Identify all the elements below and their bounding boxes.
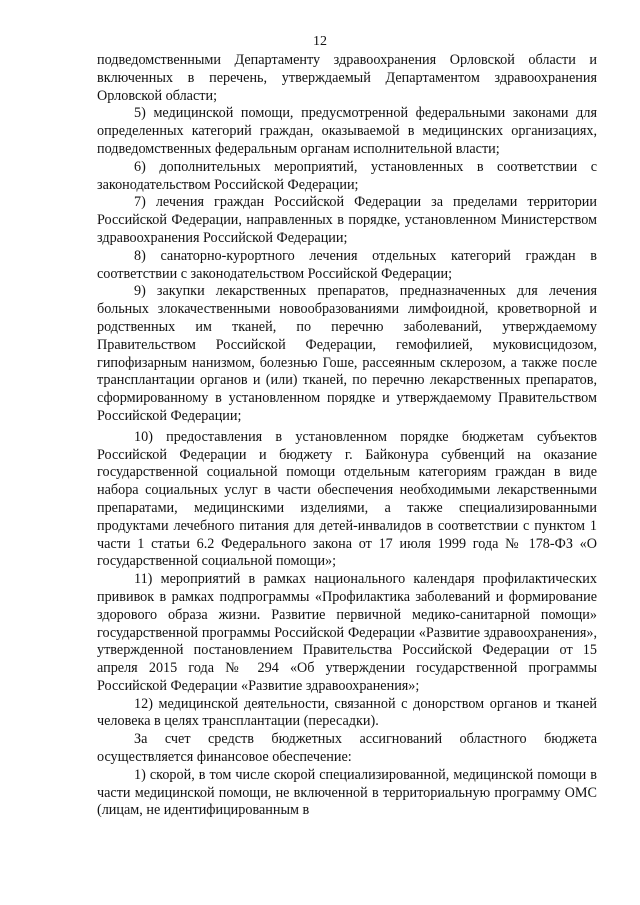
paragraph-item-5: 5) медицинской помощи, предусмотренной федеральными законами для определенных категорий граждан, оказываемой в медицинских организациях, подведомственных федеральным органам исполнительной власти; — [97, 105, 597, 157]
paragraph-item-9: 9) закупки лекарственных препаратов, предназначенных для лечения больных злокачественными новообразованиями лимфоидной, кроветворной и родственных им тканей, по перечню заболеваний, утверждаемому Правительством Российской Федерации, гемофилией, муковисцидозом, гипофизарным нанизмом, болезнью Гоше, рассеянным склерозом, а также после трансплантации органов и (или) тканей, по перечню лекарственных препаратов, сформированному в установленном порядке и утверждаемому Правительством Российской Федерации; — [97, 283, 597, 424]
document-body — [97, 52, 597, 820]
paragraph-regional-item-1: 1) скорой, в том числе скорой специализированной, медицинской помощи в части медицинской помощи, не включенной в территориальную программу ОМС (лицам, не идентифицированным в — [97, 766, 597, 819]
paragraph-item-12: 12) медицинской деятельности, связанной с донорством органов и тканей человека в целях трансплантации (пересадки). — [97, 695, 597, 730]
paragraph-item-6: 6) дополнительных мероприятий, установленных в соответствии с законодательством Российской Федерации; — [97, 158, 597, 193]
paragraph-item-11: 11) мероприятий в рамках национального календаря профилактических прививок в рамках подпрограммы «Профилактика заболеваний и формирование здорового образа жизни. Развитие первичной медико-санитарной помощи» государственной программы Российской Федерации «Развитие здравоохранения», утвержденной постановлением Правительства Российской Федерации от 15 апреля 2015 года № 294 «Об утверждении государственной программы Российской Федерации «Развитие здравоохранения»; — [97, 571, 597, 694]
paragraph-continuation: подведомственными Департаменту здравоохранения Орловской области и включенных в перечень, утверждаемый Департаментом здравоохранения Орловской области; — [97, 52, 597, 104]
paragraph-regional-funding-intro: За счет средств бюджетных ассигнований областного бюджета осуществляется финансовое обеспечение: — [97, 731, 597, 766]
paragraph-item-7: 7) лечения граждан Российской Федерации за пределами территории Российской Федерации, направленных в порядке, установленном Министерством здравоохранения Российской Федерации; — [97, 194, 597, 246]
paragraph-item-10: 10) предоставления в установленном порядке бюджетам субъектов Российской Федерации и бюджету г. Байконура субвенций на оказание государственной социальной помощи отдельным категориям граждан в виде набора социальных услуг в части обеспечения необходимыми лекарственными препаратами, медицинскими изделиями, а также специализированными продуктами лечебного питания для детей-инвалидов в соответствии с пунктом 1 части 1 статьи 6.2 Федерального закона от 17 июля 1999 года № 178-ФЗ «О государственной социальной помощи»; — [97, 428, 597, 570]
paragraph-item-8: 8) санаторно-курортного лечения отдельных категорий граждан в соответствии с законодательством Российской Федерации; — [97, 247, 597, 282]
page-number: 12 — [313, 34, 327, 49]
